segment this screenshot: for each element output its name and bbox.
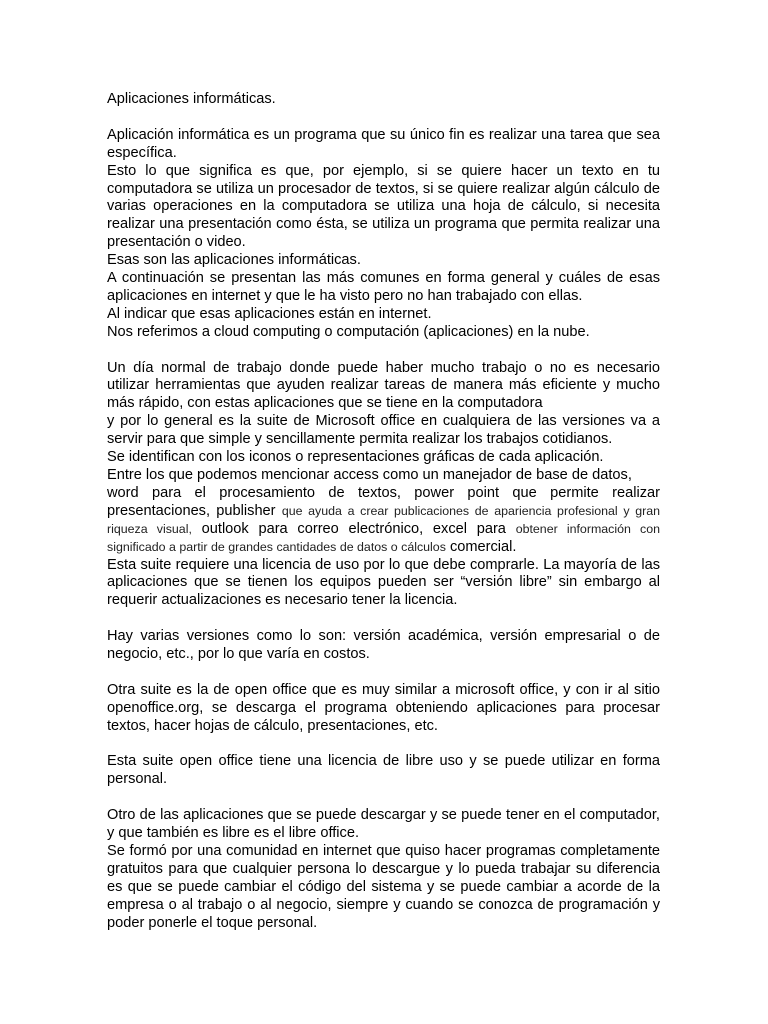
paragraph-workday: Un día normal de trabajo donde puede haber mucho trabajo o no es necesario utilizar herramientas que ayuden realizar tareas de manera más eficiente y mucho más rápido, con estas aplicaciones que se tiene en la computadora: [107, 359, 660, 412]
excel-description: obtener información con significado a partir de grandes cantidades de datos o cálculos: [107, 521, 661, 554]
office-apps-text-a: word para el procesamiento de textos, power point que permite realizar presentaciones, publisher: [107, 484, 660, 519]
paragraph-access: Entre los que podemos mencionar access como un manejador de base de datos,: [107, 467, 632, 483]
paragraph-versions: Hay varias versiones como lo son: versión académica, versión empresarial o de negocio, etc., por lo que varía en costos.: [107, 628, 660, 663]
paragraph-gap: [107, 789, 660, 807]
paragraph-gap: [107, 610, 660, 628]
paragraph-example: Esto lo que significa es que, por ejemplo, si se quiere hacer un texto en tu computadora se utiliza un procesador de textos, si se quiere realizar algún cálculo de varias operaciones en la computadora se utiliza una hoja de cálculo, si necesita realizar una presentación como ésta, se utiliza un programa que permita realizar una presentación o video.: [107, 162, 660, 251]
document-title: Aplicaciones informáticas.: [107, 91, 276, 107]
paragraph-icons: Se identifican con los iconos o representaciones gráficas de cada aplicación.: [107, 449, 604, 466]
paragraph-office-apps: [107, 485, 660, 557]
paragraph-gap: [107, 664, 660, 682]
paragraph-gap: [107, 736, 660, 754]
document-page: [107, 91, 660, 933]
paragraph-community: Se formó por una comunidad en internet que quiso hacer programas completamente gratuitos para que cualquier persona lo descargue y lo pueda trabajar su diferencia es que se puede cambiar el código del sistema y se puede cambiar a acorde de la empresa o al trabajo o al negocio, siempre y cuando se conozca de programación y poder ponerle el toque personal.: [107, 842, 660, 931]
paragraph-common-apps: A continuación se presentan las más comunes en forma general y cuáles de esas aplicaciones en internet y que le ha visto pero no han trabajado con ellas.: [107, 270, 660, 304]
paragraph-open-office-license: Esta suite open office tiene una licencia de libre uso y se puede utilizar en forma personal.: [107, 753, 660, 788]
paragraph-internet: Al indicar que esas aplicaciones están en internet.: [107, 305, 432, 322]
paragraph-definition: Aplicación informática es un programa que su único fin es realizar una tarea que sea específica.: [107, 126, 660, 161]
office-apps-text-c: outlook para correo electrónico, excel para: [191, 520, 516, 537]
paragraph-gap: [107, 342, 660, 360]
paragraph-gap: [107, 109, 660, 127]
publisher-description: que ayuda a crear publicaciones de apariencia profesional y gran riqueza visual,: [107, 503, 660, 536]
paragraph-summary: Esas son las aplicaciones informáticas.: [107, 252, 361, 269]
paragraph-libre-office: Otro de las aplicaciones que se puede descargar y se puede tener en el computador, y que también es libre es el libre office.: [107, 807, 660, 842]
paragraph-open-office: Otra suite es la de open office que es muy similar a microsoft office, y con ir al sitio openoffice.org, se descarga el programa obteniendo aplicaciones para procesar textos, hacer hojas de cálculo, presentaciones, etc.: [107, 681, 660, 734]
paragraph-microsoft-office: y por lo general es la suite de Microsoft office en cualquiera de las versiones va a servir para que simple y sencillamente permita realizar los trabajos cotidianos.: [107, 413, 660, 448]
paragraph-cloud: Nos referimos a cloud computing o computación (aplicaciones) en la nube.: [107, 323, 590, 340]
paragraph-license: Esta suite requiere una licencia de uso por lo que debe comprarle. La mayoría de las aplicaciones que se tienen los equipos pueden ser “versión libre” sin embargo al requerir actualizaciones es necesario tener la licencia.: [107, 556, 660, 609]
office-apps-text-e: comercial.: [445, 538, 517, 555]
